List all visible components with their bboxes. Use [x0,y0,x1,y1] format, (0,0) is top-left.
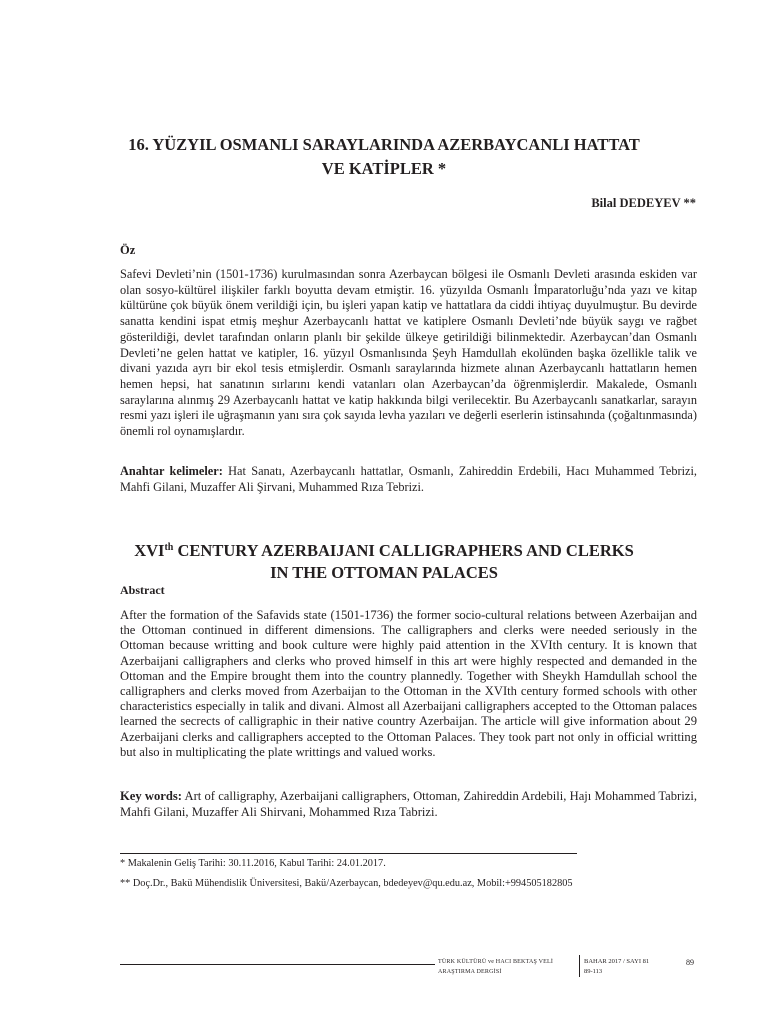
en-title-sup: th [164,542,174,553]
issue-line-2: 89-113 [584,968,603,975]
author-name: Bilal DEDEYEV ** [591,196,696,210]
oz-heading: Öz [120,243,136,257]
footer-divider [120,964,435,965]
journal-line-1: TÜRK KÜLTÜRÜ ve HACI BEKTAŞ VELİ [438,959,554,965]
page-number: 89 [686,958,694,967]
en-title-line-2: IN THE OTTOMAN PALACES [270,563,498,582]
oz-keywords [120,464,697,495]
abstract-body: After the formation of the Safavids state (1501-1736) the former socio-cultural relations between Azerbaijan and the Ottoman continued in different dimensions. The calligraphers and clerks were needed seriously in the Ottoman because writting and book culture were highly paid attention in the XVIth century. It is known that Azerbaijani calligraphers and clerks who proved himself in this art were highly respected and demanded in the Ottoman and the Empire brought them into the country plannedly. Together with Sheykh Hamdullah school the calligraphers and clerks moved from Azerbaijan to the Ottoman in the XVIth century formed schools with other characteristics especially in talik and divani. Almost all Azerbaijani calligraphers accepted to the Ottoman palaces learned the secrects of calligraphic in their native country Azerbaijan. The article will give information about 29 Azerbaijani clerks and calligraphers accepted to the Ottoman Palaces. They took part not only in official writting but also in multiplicating the plate writtings and valued works. [120,608,697,759]
journal-name [438,957,553,977]
footnote-2: ** Doç.Dr., Bakü Mühendislik Üniversitesi, Bakü/Azerbaycan, bdedeyev@qu.edu.az, Mobil:+994505182805 [120,878,573,889]
oz-body: Safevi Devleti’nin (1501-1736) kurulmasından sonra Azerbaycan bölgesi ile Osmanlı Devleti arasında eskiden var olan sosyo-kültürel ilişkiler farklı boyutta devam etmiştir. 16. yüzyılda Osmanlı İmparatorluğu’nda yazı ve kitap kültürüne çok büyük önem verildiği için, bu işleri yapan katip ve hattatlara da ciddi ihtiyaç duyulmuştur. Bu devirde sanatta kendini ispat etmiş meşhur Azerbaycanlı hattat ve katiplere Osmanlı Devleti’nde büyük saygı ve rağbet gösterildiği, devlet tarafından onların planlı bir şekilde ülkeye getirildiği bilinmektedir. Azerbaycan’dan Osmanlı Devleti’ne gelen hattat ve katipler, 16. yüzyıl Osmanlısında Şeyh Hamdullah ekolünden başka özellikle talik ve divani yazıda ayrı bir ekol tesis etmişlerdir. Osmanlı saraylarında hizmete alınan Azerbaycanlı hattatların hemen hemen hepsi, hat sanatının sırlarını kendi vatanları olan Azerbaycan’da öğrenmişlerdir. Makalede, Osmanlı saraylarına alınmış 29 Azerbaycanlı hattat ve katip hakkında bilgi verilecektir. Bu Azerbaycanlı sanatkarlar, sarayın resmi yazı işleri ile uğraşmanın yanı sıra çok sayıda levha yazıları ve değerli eserlerin istinsahında (çoğaltınmasında) önemli rol oynamışlardır. [120,267,697,439]
en-title-line-1 [60,540,708,562]
footnote-divider [120,853,577,854]
journal-line-2: ARAŞTIRMA DERGİSİ [438,969,502,975]
en-title-rest: CENTURY AZERBAIJANI CALLIGRAPHERS AND CLERKS [173,541,634,560]
en-keywords-label: Key words: [120,789,182,803]
issue-info [584,957,649,977]
title-line-1: 16. YÜZYIL OSMANLI SARAYLARINDA AZERBAYCANLI HATTAT [128,135,640,154]
en-keywords-text: Art of calligraphy, Azerbaijani calligraphers, Ottoman, Zahireddin Ardebili, Hajı Mohammed Tabrizi, Mahfi Gilani, Muzaffer Ali Shirvani, Mohammed Rıza Tabrizi. [120,789,697,819]
oz-keywords-text: Hat Sanatı, Azerbaycanlı hattatlar, Osmanlı, Zahireddin Erdebili, Hacı Muhammed Tebrizi, Mahfi Gilani, Muzaffer Ali Şirvani, Muhammed Rıza Tebrizi. [120,464,697,494]
footnote-1: * Makalenin Geliş Tarihi: 30.11.2016, Kabul Tarihi: 24.01.2017. [120,858,386,869]
oz-keywords-label: Anahtar kelimeler: [120,464,223,478]
footer-separator [579,955,580,977]
title-line-2: VE KATİPLER * [321,159,447,178]
en-keywords [120,788,697,820]
article-title-en [60,540,708,584]
abstract-heading: Abstract [120,583,165,597]
issue-line-1: BAHAR 2017 / SAYI 81 [584,958,650,965]
en-title-pre: XVI [134,541,165,560]
article-title-tr [60,133,708,181]
